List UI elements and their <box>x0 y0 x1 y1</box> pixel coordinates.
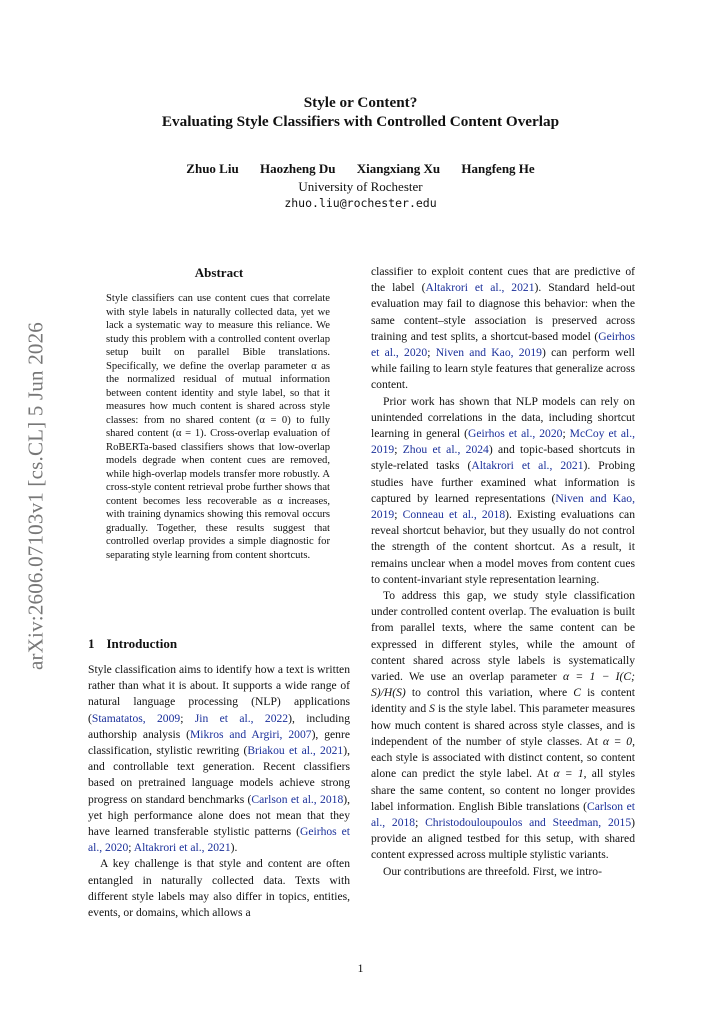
citation-link[interactable]: Altakrori et al., 2021 <box>471 459 584 473</box>
math-expression: α = 1 − I(C; S)/H(S) <box>371 670 635 700</box>
section-title: Introduction <box>106 636 178 651</box>
author-list <box>0 160 721 177</box>
body-text: classifier to exploit content cues that are predictive of the label ( <box>371 265 635 295</box>
title-line-2: Evaluating Style Classifiers with Controlled Content Overlap <box>161 113 560 130</box>
abstract-heading: Abstract <box>194 265 244 280</box>
author-name: Haozheng Du <box>259 161 336 176</box>
citation-separator: ; <box>394 508 403 522</box>
intro-paragraph-2: A key challenge is that style and content are often entangled in naturally collected data. Texts with different style labels may also differ in topics, entities, events, or domains, which allows a <box>88 857 350 920</box>
section-number: 1 <box>88 636 95 651</box>
right-column <box>371 264 635 880</box>
body-text: To address this gap, we study style classification under controlled content overlap. The evaluation is built from parallel texts, where the same content can be expressed in different styles, while the amount of content shared across style labels is systematically varied. We use an overlap parameter <box>371 589 635 684</box>
citation-link[interactable]: Geirhos et al., 2020 <box>371 329 635 360</box>
intro-paragraph-6: Our contributions are threefold. First, we intro- <box>383 864 602 878</box>
body-text: ), genre classification, stylistic rewriting ( <box>88 727 350 758</box>
citation-separator: ; <box>562 427 570 441</box>
citation-link[interactable]: Conneau et al., 2018 <box>402 508 506 522</box>
body-text: Prior work has shown that NLP models can rely on unintended correlations in the data, including shortcut learning in general ( <box>371 394 635 441</box>
citation-separator: ; <box>427 346 436 360</box>
author-name: Hangfeng He <box>461 161 535 176</box>
citation-separator: ; <box>394 443 403 457</box>
body-text: ) can perform well while failing to learn style features that generalize across content. <box>371 346 635 392</box>
body-text: ), including authorship analysis ( <box>88 711 350 741</box>
math-expression: α = 0 <box>602 734 633 748</box>
author-name: Xiangxiang Xu <box>356 161 441 176</box>
intro-paragraph-4 <box>371 394 635 588</box>
citation-link[interactable]: Christodouloupoulos and Steedman, 2015 <box>425 815 632 829</box>
citation-link[interactable]: Mikros and Argiri, 2007 <box>190 727 312 741</box>
title-line-1: Style or Content? <box>303 94 418 111</box>
page-number: 1 <box>357 961 364 975</box>
body-text: Style classification aims to identify how a text is written rather than what it is about. It supports a wide range of natural language processing (NLP) applications ( <box>88 663 350 725</box>
citation-link[interactable]: Carlson et al., 2018 <box>251 792 344 806</box>
citation-link[interactable]: Jin et al., 2022 <box>194 711 289 725</box>
body-text: ). Probing studies have further examined what information is captured by learned representations ( <box>371 459 635 505</box>
body-text: ), and controllable text generation. Recent classifiers based on pretrained language models achieve strong progress on standard benchmarks ( <box>88 744 350 806</box>
citation-separator: ; <box>180 711 195 725</box>
citation-separator: ; <box>128 841 134 855</box>
section-heading <box>88 636 177 652</box>
paper-title <box>0 93 721 131</box>
math-expression: S <box>429 702 435 716</box>
intro-paragraph-1 <box>88 662 350 856</box>
body-text: ) and topic-based shortcuts in style-related tasks ( <box>371 443 635 473</box>
abstract-text: Style classifiers can use content cues that correlate with style labels in naturally collected data, yet we lack a systematic way to measure this reliance. We study this problem with a controlled content overlap setup built on parallel Bible translations. Specifically, we define the overlap parameter α as the normalized residual of mutual information between content identity and style label, so that it measures how much content is shared across style classes: from no shared content (α = 0) to fully shared content (α = 1). Cross-overlap evaluation of RoBERTa-based classifiers shows that low-overlap models degrade when content cues are removed, while high-overlap models transfer more robustly. A cross-style content retrieval probe further shows that content becomes less recoverable as α increases, with training dynamics showing this removal occurs gradually. Together, these results suggest that controlled overlap provides a simple diagnostic for separating style learning from content shortcuts. <box>106 293 330 561</box>
citation-link[interactable]: Geirhos et al., 2020 <box>468 427 563 441</box>
math-expression: α = 1 <box>553 767 584 781</box>
citation-link[interactable]: Niven and Kao, 2019 <box>371 491 635 522</box>
citation-link[interactable]: Altakrori et al., 2021 <box>425 281 535 295</box>
body-text: ). Existing evaluations can reveal shortcut behavior, but they usually do not control the strength of the content shortcut. As a result, it remains unclear when a model moves from content cues to content-invariant style representation learning. <box>371 508 635 586</box>
intro-paragraph-5 <box>371 588 635 863</box>
affiliation: University of Rochester <box>298 179 423 194</box>
body-text: , all styles share the same content, so content no longer provides label information. English Bible translations ( <box>371 767 635 813</box>
author-name: Zhuo Liu <box>186 161 239 176</box>
body-text: ). <box>230 841 238 855</box>
body-text: is the style label. This parameter measures how much content is shared across style classes, and is independent of the number of style classes. At <box>371 702 635 748</box>
body-text: ), yet high performance alone does not mean that they have learned transferable stylistic patterns ( <box>88 792 351 839</box>
citation-link[interactable]: McCoy et al., 2019 <box>371 427 635 457</box>
citation-link[interactable]: Stamatatos, 2009 <box>91 711 181 725</box>
body-text: , each style is associated with distinct content, so content alone can predict the style label. At <box>371 734 635 781</box>
author-email: zhuo.liu@rochester.edu <box>284 196 437 210</box>
math-expression: C <box>573 686 581 700</box>
arxiv-stamp: arXiv:2606.07103v1 [cs.CL] 5 Jun 2026 <box>23 321 48 671</box>
body-text: ) provide an aligned testbed for this setup, with shared content expressed across multiple stylistic variants. <box>371 815 636 862</box>
intro-paragraph-3 <box>371 264 635 394</box>
body-text: is content identity and <box>371 686 636 716</box>
citation-link[interactable]: Zhou et al., 2024 <box>402 443 489 457</box>
citation-separator: ; <box>415 815 426 829</box>
citation-link[interactable]: Altakrori et al., 2021 <box>133 841 231 855</box>
citation-link[interactable]: Briakou et al., 2021 <box>247 744 344 758</box>
citation-link[interactable]: Niven and Kao, 2019 <box>435 346 542 360</box>
citation-link[interactable]: Carlson et al., 2018 <box>371 799 635 829</box>
body-text: to control this variation, where <box>405 686 574 700</box>
citation-link[interactable]: Geirhos et al., 2020 <box>88 825 350 855</box>
left-column <box>88 662 350 921</box>
body-text: ). Standard held-out evaluation may fail to diagnose this behavior: when the same content–style association is preserved across training and test splits, a shortcut-based model ( <box>371 281 635 343</box>
